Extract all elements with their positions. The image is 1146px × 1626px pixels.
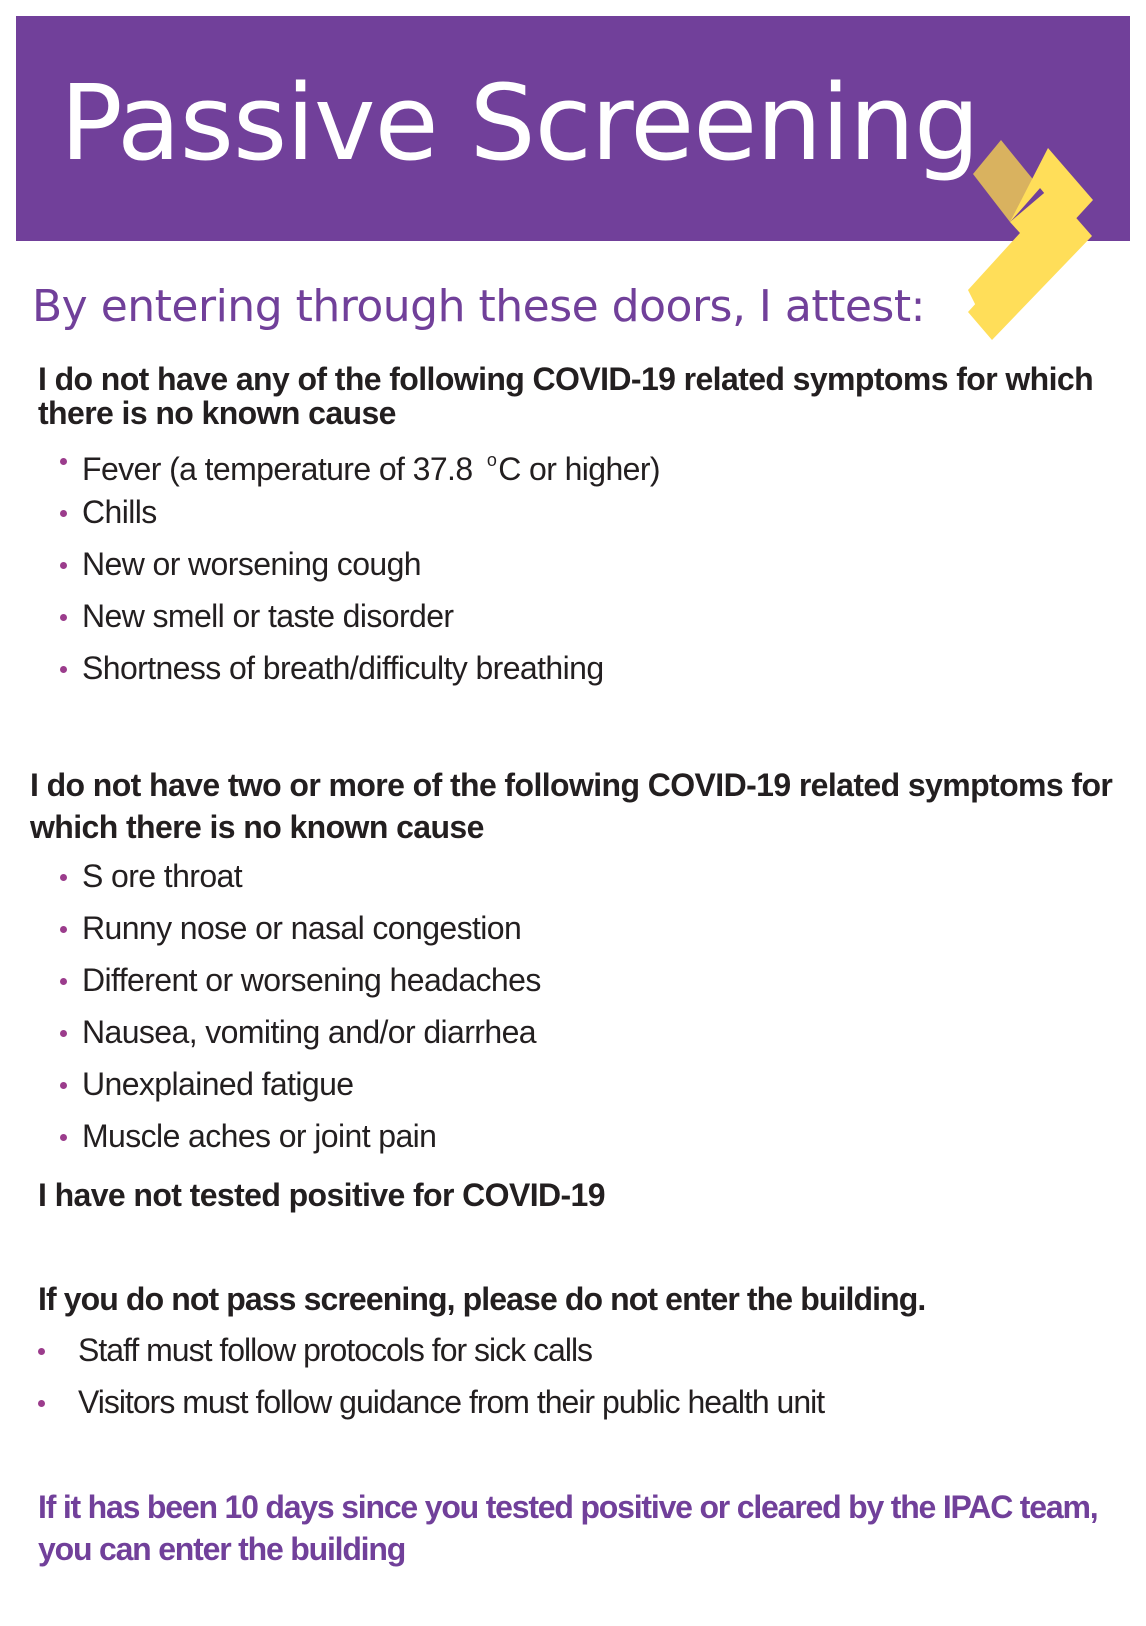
title-banner — [16, 16, 1130, 241]
bullet-dot — [60, 510, 67, 517]
bullet-dot — [60, 874, 67, 881]
list-item-text: New smell or taste disorder — [82, 598, 454, 634]
list-item-text: Unexplained fatigue — [82, 1066, 354, 1102]
bullet-dot — [60, 666, 67, 673]
bullet-dot — [60, 978, 67, 985]
bullet-dot — [60, 1134, 67, 1141]
fever-item-text — [82, 434, 660, 495]
bullet-dot — [60, 614, 67, 621]
bullet-dot — [60, 562, 67, 569]
list-item-text: New or worsening cough — [82, 546, 421, 582]
bullet-dot — [60, 1082, 67, 1089]
list-item-text: Different or worsening headaches — [82, 962, 541, 998]
bullet-dot — [60, 1030, 67, 1037]
bullet-dot — [38, 1400, 45, 1407]
list-item-text: Shortness of breath/difficulty breathing — [82, 650, 604, 686]
fever-text-after: C or higher) — [498, 451, 660, 487]
list-item-text: Visitors must follow guidance from their public health unit — [78, 1384, 825, 1420]
section1-heading: I do not have any of the following COVID-19 related symptoms for which there is no known cause — [38, 361, 1094, 431]
gold-yellow-chevron-logo-icon — [968, 140, 1098, 340]
list-item-text: Staff must follow protocols for sick calls — [78, 1332, 593, 1368]
list-item-text: Nausea, vomiting and/or diarrhea — [82, 1014, 536, 1050]
list-item-text: Muscle aches or joint pain — [82, 1118, 437, 1154]
section2-heading: I do not have two or more of the following COVID-19 related symptoms for which there is no known cause — [30, 767, 1113, 845]
tested-positive-statement: I have not tested positive for COVID-19 — [38, 1177, 605, 1213]
list-item-text: Chills — [82, 494, 157, 530]
list-item-text: Runny nose or nasal congestion — [82, 910, 522, 946]
list-item-text: S ore throat — [82, 858, 243, 894]
attest-heading: By entering through these doors, I attest: — [32, 281, 925, 332]
closing-note: If it has been 10 days since you tested positive or cleared by the IPAC team, you can enter the building — [38, 1489, 1098, 1567]
fever-text-before: Fever (a temperature of 37.8 — [82, 451, 481, 487]
page-title: Passive Screening — [60, 62, 979, 184]
bullet-dot — [60, 926, 67, 933]
degree-superscript: o — [486, 450, 497, 470]
bullet-dot — [60, 458, 67, 465]
fail-screening-heading: If you do not pass screening, please do not enter the building. — [38, 1281, 926, 1317]
bullet-dot — [38, 1348, 45, 1355]
